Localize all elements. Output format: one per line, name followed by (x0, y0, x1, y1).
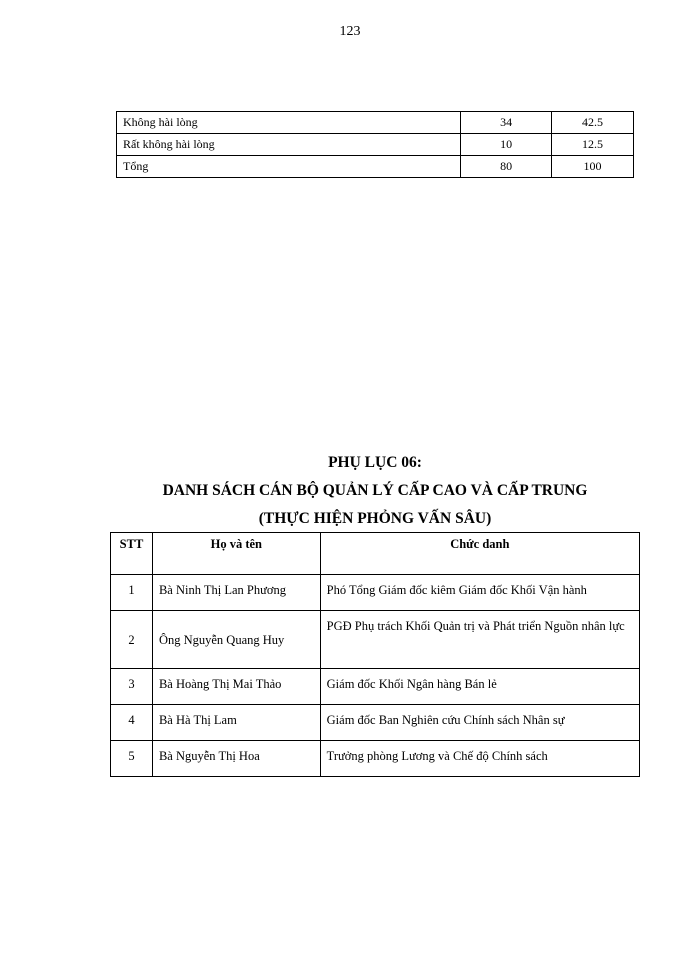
row-title: Giám đốc Khối Ngân hàng Bán lẻ (320, 669, 639, 705)
header-name: Họ và tên (152, 533, 320, 575)
row-stt: 3 (111, 669, 153, 705)
table-row (111, 741, 640, 777)
staff-table (110, 532, 640, 777)
page-number: 123 (339, 24, 361, 39)
row-label: Rất không hài lòng (117, 134, 461, 156)
row-title: Phó Tổng Giám đốc kiêm Giám đốc Khối Vận hành (320, 575, 639, 611)
table-row (111, 575, 640, 611)
header-stt: STT (111, 533, 153, 575)
row-name: Bà Nguyễn Thị Hoa (152, 741, 320, 777)
table-row (111, 705, 640, 741)
row-stt: 2 (111, 611, 153, 669)
table-row (117, 112, 634, 134)
header-title: Chức danh (320, 533, 639, 575)
row-percent: 42.5 (552, 112, 634, 134)
row-name: Bà Hoàng Thị Mai Thảo (152, 669, 320, 705)
row-percent: 12.5 (552, 134, 634, 156)
table-row (117, 134, 634, 156)
survey-table (116, 111, 634, 178)
row-title: Trưởng phòng Lương và Chế độ Chính sách (320, 741, 639, 777)
appendix-heading: PHỤ LỤC 06: (328, 454, 422, 471)
row-percent: 100 (552, 156, 634, 178)
row-count: 34 (461, 112, 552, 134)
row-name: Ông Nguyễn Quang Huy (152, 611, 320, 669)
row-stt: 5 (111, 741, 153, 777)
row-label: Tổng (117, 156, 461, 178)
table-row (117, 156, 634, 178)
row-stt: 4 (111, 705, 153, 741)
row-title: PGĐ Phụ trách Khối Quản trị và Phát triển Nguồn nhân lực (320, 611, 639, 669)
row-count: 80 (461, 156, 552, 178)
row-name: Bà Hà Thị Lam (152, 705, 320, 741)
row-label: Không hài lòng (117, 112, 461, 134)
table-row (111, 611, 640, 669)
row-stt: 1 (111, 575, 153, 611)
row-count: 10 (461, 134, 552, 156)
appendix-title-line1: DANH SÁCH CÁN BỘ QUẢN LÝ CẤP CAO VÀ CẤP TRUNG (162, 482, 588, 499)
table-header-row (111, 533, 640, 575)
appendix-title-line2: (THỰC HIỆN PHỎNG VẤN SÂU) (258, 510, 492, 527)
row-title: Giám đốc Ban Nghiên cứu Chính sách Nhân sự (320, 705, 639, 741)
table-row (111, 669, 640, 705)
row-name: Bà Ninh Thị Lan Phương (152, 575, 320, 611)
